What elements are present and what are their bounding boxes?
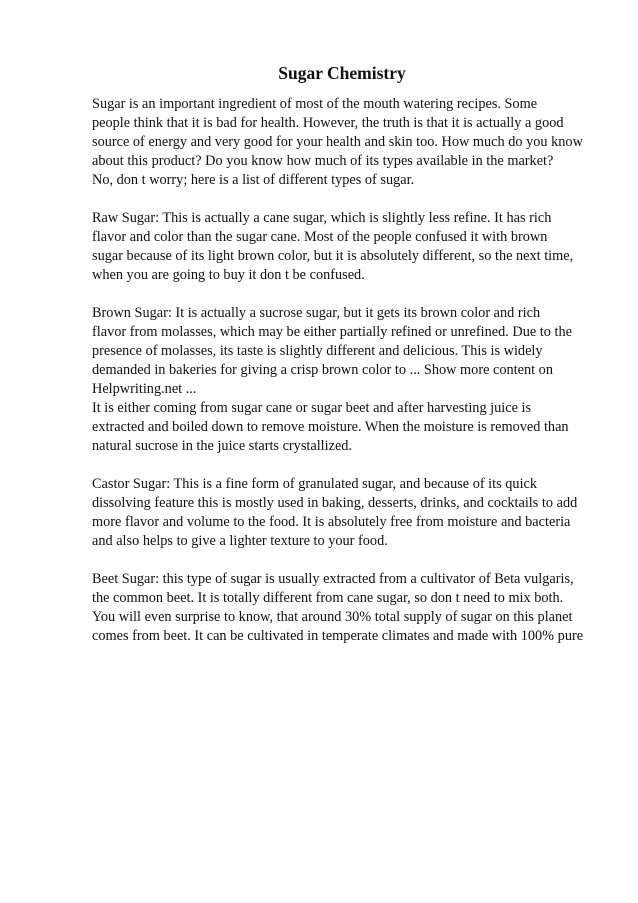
text-line: Helpwriting.net ... bbox=[92, 381, 197, 397]
paragraph-brown-sugar bbox=[92, 304, 612, 456]
text-line: comes from beet. It can be cultivated in temperate climates and made with 100% pure bbox=[92, 628, 584, 644]
paragraph-castor-sugar bbox=[92, 475, 612, 551]
text-line: natural sucrose in the juice starts crystallized. bbox=[92, 438, 353, 454]
text-line: when you are going to buy it don t be confused. bbox=[92, 267, 365, 283]
text-line: people think that it is bad for health. However, the truth is that it is actually a good bbox=[92, 115, 564, 131]
text-line: Raw Sugar: This is actually a cane sugar, which is slightly less refine. It has rich bbox=[92, 210, 552, 226]
text-line: the common beet. It is totally different from cane sugar, so don t need to mix both. bbox=[92, 590, 564, 606]
text-line: Brown Sugar: It is actually a sucrose sugar, but it gets its brown color and rich bbox=[92, 305, 541, 321]
text-line: Castor Sugar: This is a fine form of granulated sugar, and because of its quick bbox=[92, 476, 538, 492]
document-body bbox=[92, 95, 612, 665]
text-line: and also helps to give a lighter texture to your food. bbox=[92, 533, 388, 549]
text-line: sugar because of its light brown color, but it is absolutely different, so the next time, bbox=[92, 248, 574, 264]
text-line: about this product? Do you know how much of its types available in the market? bbox=[92, 153, 554, 169]
text-line: It is either coming from sugar cane or sugar beet and after harvesting juice is bbox=[92, 400, 532, 416]
paragraph-raw-sugar bbox=[92, 209, 612, 285]
text-line: more flavor and volume to the food. It is absolutely free from moisture and bacteria bbox=[92, 514, 571, 530]
text-line: Beet Sugar: this type of sugar is usually extracted from a cultivator of Beta vulgaris, bbox=[92, 571, 574, 587]
text-line: demanded in bakeries for giving a crisp brown color to ... Show more content on bbox=[92, 362, 553, 378]
text-line: source of energy and very good for your health and skin too. How much do you know bbox=[92, 134, 583, 150]
text-line: flavor and color than the sugar cane. Most of the people confused it with brown bbox=[92, 229, 548, 245]
text-line: Sugar is an important ingredient of most of the mouth watering recipes. Some bbox=[92, 96, 538, 112]
text-line: flavor from molasses, which may be either partially refined or unrefined. Due to the bbox=[92, 324, 572, 340]
text-line: extracted and boiled down to remove moisture. When the moisture is removed than bbox=[92, 419, 569, 435]
paragraph-intro bbox=[92, 95, 612, 190]
text-line: You will even surprise to know, that around 30% total supply of sugar on this planet bbox=[92, 609, 573, 625]
page-title: Sugar Chemistry bbox=[278, 63, 406, 83]
text-line: presence of molasses, its taste is slightly different and delicious. This is widely bbox=[92, 343, 543, 359]
paragraph-beet-sugar bbox=[92, 570, 612, 646]
text-line: No, don t worry; here is a list of different types of sugar. bbox=[92, 172, 415, 188]
text-line: dissolving feature this is mostly used in baking, desserts, drinks, and cocktails to add bbox=[92, 495, 578, 511]
